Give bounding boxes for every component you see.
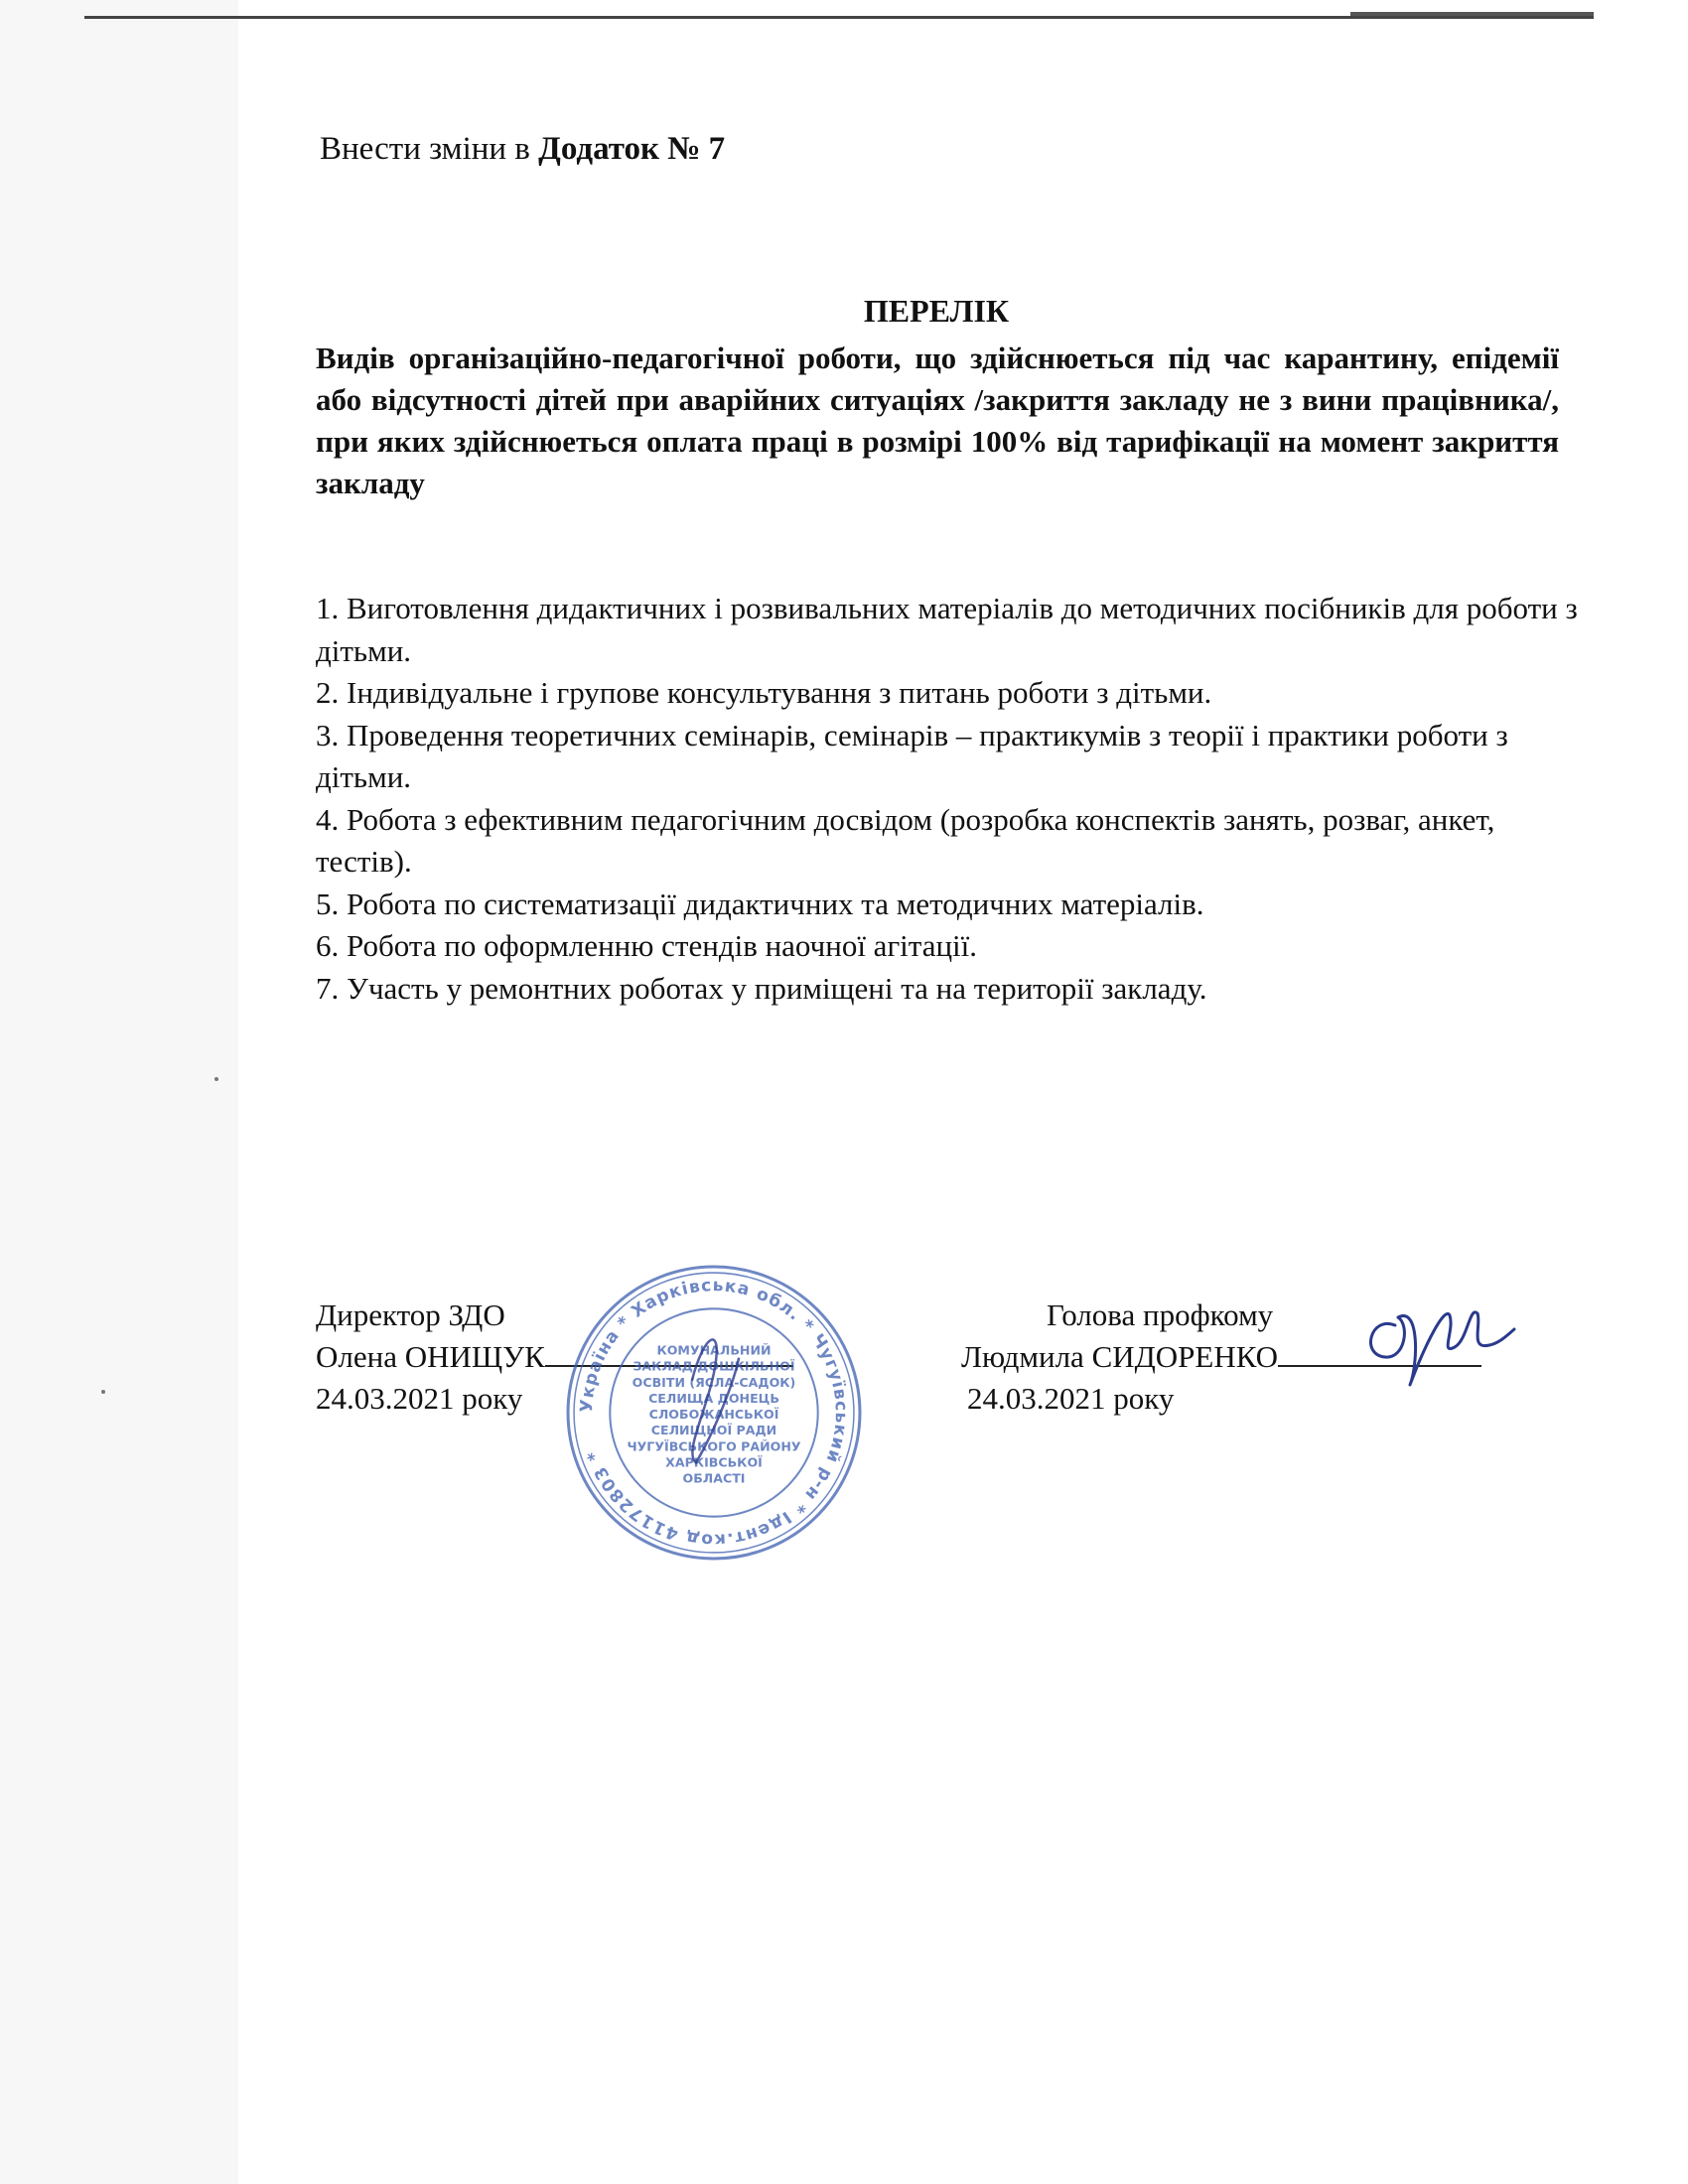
list-item: 1. Виготовлення дидактичних і розвивальних матеріалів до методичних посібників для роботи з дітьми. [316, 591, 1578, 668]
stamp-line: СЕЛИЩА ДОНЕЦЬ [648, 1390, 779, 1406]
scan-top-edge [84, 16, 1594, 19]
director-date: 24.03.2021 року [316, 1381, 523, 1416]
amendment-note [320, 131, 725, 168]
list-item: 6. Робота по оформленню стендів наочної агітації. [316, 928, 978, 963]
stamp-line: СЛОБОЖАНСЬКОЇ [648, 1407, 779, 1423]
list-item: 4. Робота з ефективним педагогічним досвідом (розробка конспектів занять, розваг, анкет, тестів). [316, 801, 1495, 879]
document-title: ПЕРЕЛІК [863, 293, 1010, 329]
director-role: Директор ЗДО [316, 1297, 505, 1332]
director-name: Олена ОНИЩУК [316, 1339, 545, 1374]
amendment-prefix: Внести зміни в [320, 131, 539, 167]
union-date: 24.03.2021 року [967, 1381, 1175, 1416]
document-subtitle: Видів організаційно-педагогічної роботи, що здійснюеться під час карантину, епідемії або відсутності дітей при аварійних ситуаціях /закриття закладу не з вини працівника/, при яких здійснюеться оплата праці в розмірі 100% від тарифікації на момент закриття закладу [316, 341, 1559, 500]
list-item: 5. Робота по систематизації дидактичних та методичних матеріалів. [316, 886, 1204, 921]
amendment-annex: Додаток № 7 [538, 131, 726, 167]
official-stamp [564, 1263, 864, 1563]
list-item: 2. Індивідуальне і групове консультування з питань роботи з дітьми. [316, 675, 1212, 710]
union-role: Голова профкому [1047, 1297, 1274, 1332]
scan-speck [214, 1077, 218, 1081]
list-item: 7. Участь у ремонтних роботах у приміщені та на території закладу. [316, 970, 1207, 1006]
scan-margin [0, 0, 238, 2184]
stamp-line: ОСВІТИ (ЯСЛА-САДОК) [632, 1374, 796, 1390]
stamp-line: ЗАКЛАД ДОШКІЛЬНОЇ [633, 1358, 795, 1374]
stamp-line: ОБЛАСТІ [682, 1470, 746, 1486]
stamp-line: СЕЛИЩНОЇ РАДИ [650, 1423, 777, 1438]
union-handwritten-signature [1350, 1286, 1519, 1395]
stamp-line: КОМУНАЛЬНИЙ [656, 1342, 772, 1358]
stamp-line: ХАРКІВСЬКОЇ [665, 1454, 763, 1470]
work-list [316, 588, 1587, 1010]
list-item: 3. Проведення теоретичних семінарів, семінарів – практикумів з теорії і практики роботи з дітьми. [316, 717, 1508, 794]
scan-speck [101, 1390, 105, 1394]
stamp-line: ЧУГУЇВСЬКОГО РАЙОНУ [627, 1438, 801, 1454]
stamp-ring-text: Україна * Харківська обл. * Чугуївський р-н * Ідент.код 41172803 * [577, 1276, 851, 1550]
union-head-name: Людмила СИДОРЕНКО [961, 1339, 1279, 1374]
scan-top-edge-right [1350, 12, 1594, 16]
